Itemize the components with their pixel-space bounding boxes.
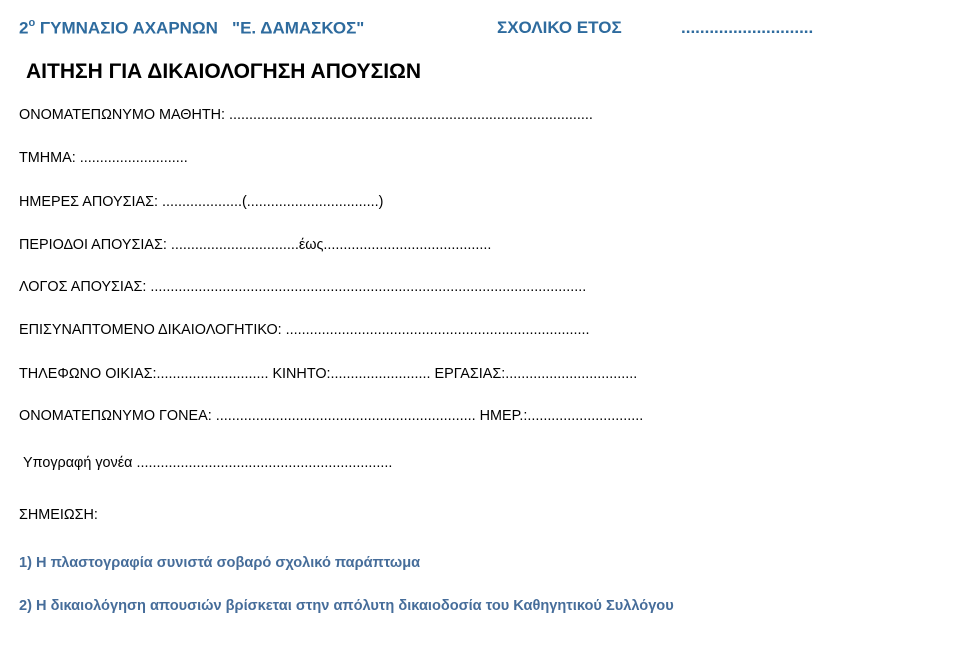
phones-field: ΤΗΛΕΦΩΝΟ ΟΙΚΙΑΣ:............................ ΚΙΝΗΤΟ:......................... ΕΡΓΑΣΙΑΣ:................................. — [19, 366, 638, 382]
attached-document-field: ΕΠΙΣΥΝΑΠΤΟΜΕΝΟ ΔΙΚΑΙΟΛΟΓΗΤΙΚΟ: ............................................................................ — [19, 322, 590, 338]
form-title: ΑΙΤΗΣΗ ΓΙΑ ΔΙΚΑΙΟΛΟΓΗΣΗ ΑΠΟΥΣΙΩΝ — [26, 60, 422, 83]
school-year-label: ΣΧΟΛΙΚΟ ΕΤΟΣ — [497, 18, 622, 37]
school-year-value: ............................ — [681, 18, 814, 37]
absence-reason-field: ΛΟΓΟΣ ΑΠΟΥΣΙΑΣ: ............................................................................................................. — [19, 279, 587, 295]
absence-period-field: ΠΕΡΙΟΔΟΙ ΑΠΟΥΣΙΑΣ: ................................έως.......................................... — [19, 237, 492, 253]
school-superscript: ο — [28, 17, 36, 29]
absence-days-field: ΗΜΕΡΕΣ ΑΠΟΥΣΙΑΣ: ....................(.................................) — [19, 194, 384, 210]
student-name-field: ΟΝΟΜΑΤΕΠΩΝΥΜΟ ΜΑΘΗΤΗ: ........................................................................................... — [19, 107, 593, 123]
document-header — [19, 18, 939, 42]
school-name-text: ΓΥΜΝΑΣΙΟ ΑΧΑΡΝΩΝ "Ε. ΔΑΜΑΣΚΟΣ" — [35, 18, 365, 38]
parent-name-field: ΟΝΟΜΑΤΕΠΩΝΥΜΟ ΓΟΝΕΑ: ................................................................. ΗΜΕΡ.:............................. — [19, 408, 644, 424]
note-item-2: 2) Η δικαιολόγηση απουσιών βρίσκεται στην απόλυτη δικαιοδοσία του Καθηγητικού Συλλόγου — [19, 598, 674, 614]
class-field: ΤΜΗΜΑ: ........................... — [19, 150, 188, 166]
school-name — [19, 18, 364, 39]
note-item-1: 1) Η πλαστογραφία συνιστά σοβαρό σχολικό παράπτωμα — [19, 555, 421, 571]
school-number: 2 — [19, 18, 29, 38]
parent-signature-field: Υπογραφή γονέα ................................................................ — [23, 455, 393, 471]
note-label: ΣΗΜΕΙΩΣΗ: — [19, 507, 98, 523]
